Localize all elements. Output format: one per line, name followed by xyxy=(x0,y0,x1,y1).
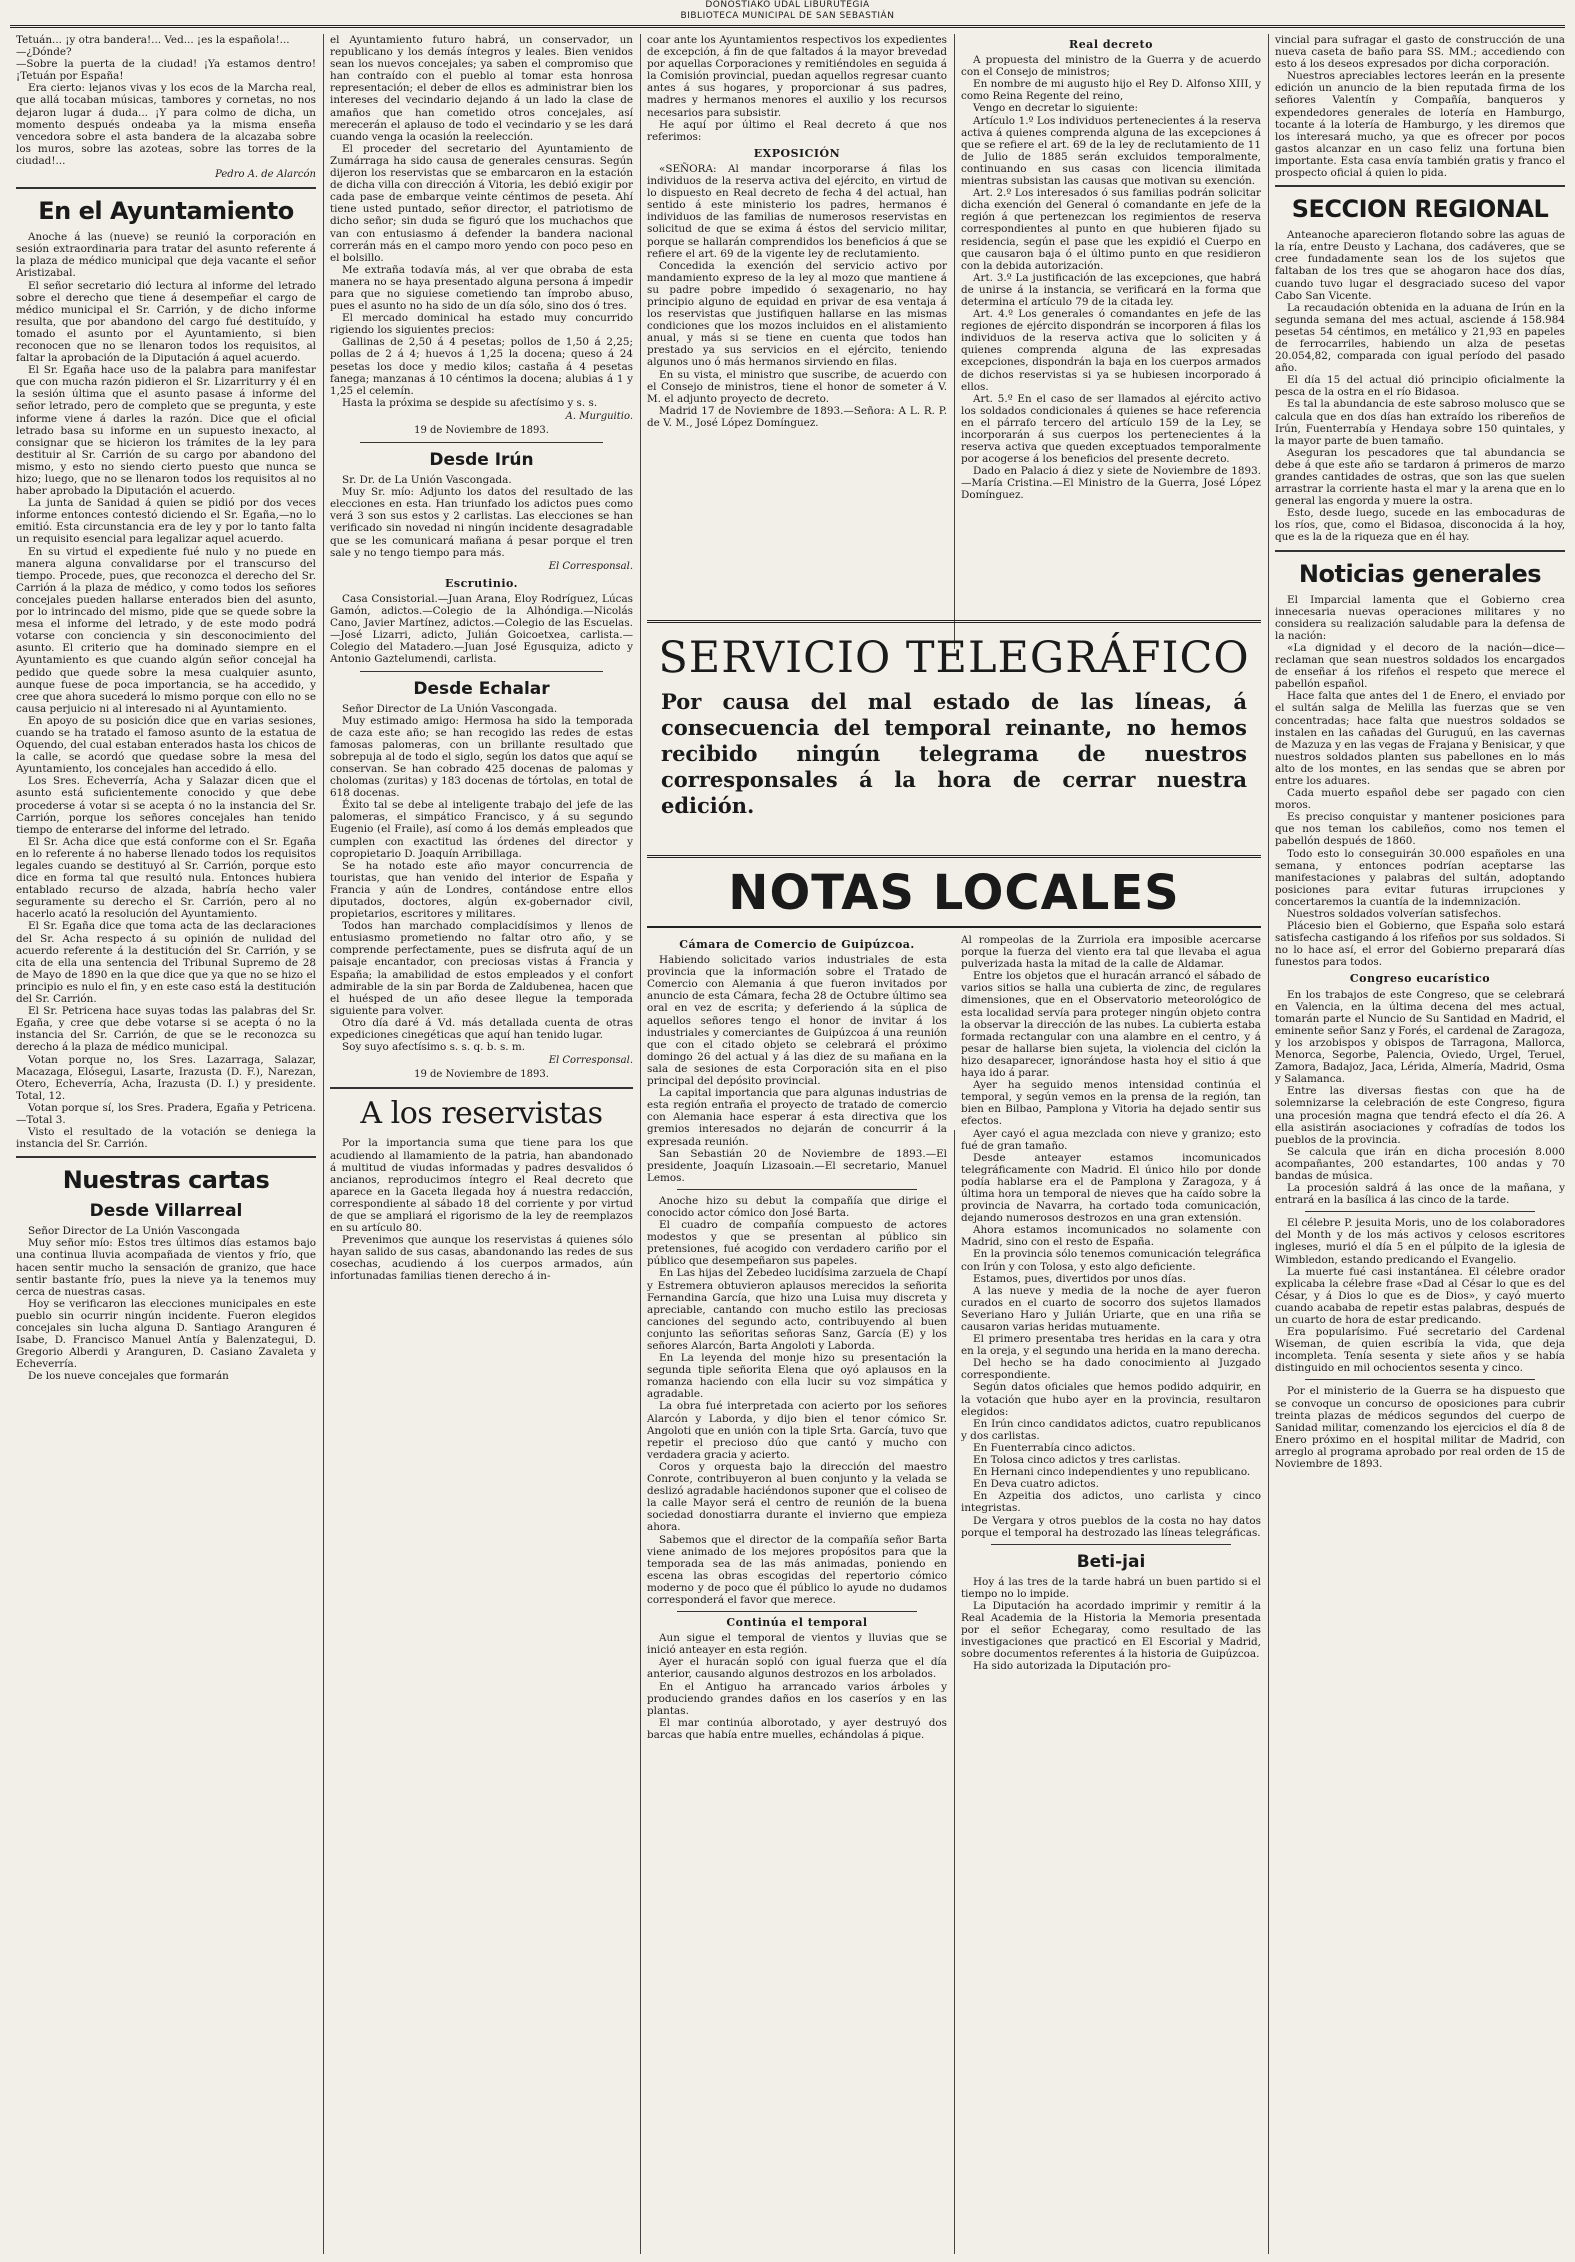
section-heading: Desde Echalar xyxy=(413,678,550,699)
paragraph: La Diputación ha acordado imprimir y remitir á la Real Academia de la Historia la Memoria presentada por el señor Echegaray, como resultado de las investigaciones que practicó en El Escorial y Madrid, sobre documentos referentes á la historia de Guipúzcoa. xyxy=(961,1599,1261,1661)
section-heading: SECCION REGIONAL xyxy=(1291,195,1549,224)
paragraph: coar ante los Ayuntamientos respectivos los expedientes de excepción, á fin de que faltados á la mayor brevedad por aquellas Corporaciones y remitiéndoles en seguida á la Comisión provincial, puedan aquellos regresar cuanto antes á sus hogares, y proporcionar á sus padres, madres y hermanos menores el auxilio y los recursos necesarios para subsistir. xyxy=(647,34,947,119)
paragraph: De los nueve concejales que formarán xyxy=(28,1370,229,1383)
paragraph: Soy suyo afectísimo s. s. q. b. s. m. xyxy=(342,1041,526,1054)
paragraph: Prevenimos que aunque los reservistas á quienes sólo hayan salido de sus casas, abandonando las redes de sus cosechas, acudiendo á los cuerpos armados, aún infortunadas familias tienen derecho á in- xyxy=(330,1234,633,1283)
paragraph: Hasta la próxima se despide su afectísimo y s. s. xyxy=(342,396,598,409)
section-rule xyxy=(1305,1379,1535,1380)
section-rule xyxy=(1305,1211,1535,1212)
paragraph: Éxito tal se debe al inteligente trabajo del jefe de las palomeras, el simpático Francisco, y á su segundo Eugenio (el Fraile), así como á los demás empleados que cumplen con exactitud las órdenes del director y copropietario D. Joaquín Arribillaga. xyxy=(330,799,633,860)
paragraph: A propuesta del ministro de la Guerra y de acuerdo con el Consejo de ministros; xyxy=(961,54,1261,79)
paragraph: Todos han marchado complacidísimos y llenos de entusiasmo prometiendo no faltar otro año, y se comprende perfectamente, pues se disfruta aquí de un paisaje encantador, con preciosas vistas á Francia y España; la amabilidad de estos empleados y el confort admirable de la sin par Borda de Zaldubenea, hacen que el huésped de un año desee llegue la temporada siguiente para volver. xyxy=(330,920,633,1017)
section-subheading: Congreso eucarístico xyxy=(1349,972,1491,986)
paragraph: En Deva cuatro adictos. xyxy=(973,1478,1099,1491)
paragraph: A las nueve y media de la noche de ayer fueron curados en el cuarto de socorro dos sujetos llamados Severiano Haro y Julián Uriarte, que en una riña se causaron varias heridas mutuamente. xyxy=(961,1284,1261,1333)
paragraph: La procesión saldrá á las once de la mañana, y entrará en la basílica á las cinco de la tarde. xyxy=(1275,1182,1565,1207)
paragraph: Art. 3.º La justificación de las excepciones, que habrá de unirse á la instancia, se verificará en la forma que determina el artículo 79 de la citada ley. xyxy=(961,271,1261,308)
paragraph: Del hecho se ha dado conocimiento al Juzgado correspondiente. xyxy=(961,1357,1261,1382)
paragraph: Entre las diversas fiestas con que ha de solemnizarse la celebración de este Congreso, figura una procesión magna que tendrá efecto el día 26. A ella asistirán asociaciones y cofradías de todos los pueblos de la provincia. xyxy=(1275,1085,1565,1146)
column-rule xyxy=(640,34,641,2254)
paragraph: La recaudación obtenida en la aduana de Irún en la segunda semana del mes actual, asciende á 158.984 pesetas 54 céntimos, en metálico y 21,93 en papeles de ferrocarriles, habiendo un alza de pesetas 20.054,82, comparada con igual período del pasado año. xyxy=(1275,301,1565,375)
paragraph: La junta de Sanidad á quien se pidió por dos veces informe entonces contestó diciendo el Sr. Egaña,—no lo emitió. Esta circunstancia era de ley y por lo tanto falta un requisito esencial para legalizar aquel acuerdo. xyxy=(16,497,316,546)
paragraph: En Irún cinco candidatos adictos, cuatro republicanos y dos carlistas. xyxy=(961,1417,1261,1442)
paragraph: En los trabajos de este Congreso, que se celebrará en Valencia, en la última decena del mes actual, tomarán parte el Nuncio de Su Santidad en Madrid, el eminente señor Sanz y Forés, el cardenal de Zaragoza, y los arzobispos y obispos de Tarragona, Mallorca, Menorca, Segorbe, Palencia, Oviedo, Urgel, Teruel, Zamora, Badajoz, Jaca, Lérida, Almería, Madrid, Osma y Salamanca. xyxy=(1275,988,1565,1086)
paragraph: Por el ministerio de la Guerra se ha dispuesto que se convoque un concurso de oposiciones para cubrir treinta plazas de médicos segundos del cuerpo de Sanidad militar, comenzando los ejercicios el día 8 de Enero próximo en el hospital militar de Madrid, con arreglo al programa aprobado por real orden de 15 de Noviembre de 1893. xyxy=(1275,1385,1565,1471)
paragraph: Entre los objetos que el huracán arrancó el sábado de varios sitios se halla una cubierta de zinc, de regulares dimensiones, que en el Observatorio meteorológico de esta localidad servía para proteger ningún objeto contra la observar la dirección de las nubes. La cubierta estaba formada rectangular con una alambre en el centro, y á pesar de hallarse bien sujeta, la violencia del ciclón la hizo desaparecer, ignorándose hasta hoy el sitio á que haya ido á parar. xyxy=(961,970,1261,1080)
notas-right-column xyxy=(961,934,1261,2254)
paragraph: vincial para sufragar el gasto de construcción de una nueva caseta de baño para SS. MM.; accediendo con esto á los deseos expresados por dicha corporación. xyxy=(1275,34,1565,71)
paragraph: La capital importancia que para algunas industrias de esta región entraña el proyecto de tratado de comercio con Alemania hace esperar á esta directiva que los gremios interesados no dejarán de concurrir á la expresada reunión. xyxy=(647,1087,947,1148)
paragraph: Otro día daré á Vd. más detallada cuenta de otras expediciones cinegéticas que aquí han tenido lugar. xyxy=(330,1016,633,1042)
paragraph: Tetuán... ¡y otra bandera!... Ved... ¡es la española!... xyxy=(16,34,290,46)
paragraph: El mercado dominical ha estado muy concurrido rigiendo los siguientes precios: xyxy=(330,312,633,337)
paragraph: Votan porque sí, los Sres. Pradera, Egaña y Petricena.—Total 3. xyxy=(16,1101,316,1126)
telegraph-banner xyxy=(647,620,1261,858)
paragraph: El día 15 del actual dió principio oficialmente la pesca de la ostra en el río Bidasoa. xyxy=(1275,374,1565,399)
paragraph: De Vergara y otros pueblos de la costa no hay datos porque el temporal ha destrozado las líneas telegráficas. xyxy=(961,1514,1261,1539)
paragraph: Votan porque no, los Sres. Lazarraga, Salazar, Macazaga, Elósegui, Lasarte, Irazusta (D. F.), Narezan, Otero, Echeverría, Acha, Irazusta (D. I.) y presidente. Total, 12. xyxy=(16,1053,316,1102)
paragraph: Aseguran los pescadores que tal abundancia se debe á que este año se tardaron á primeros de marzo grandes cantidades de ostras, que son las que suelen arrastrar la corriente hasta el mar y la arena que en lo general las engorda y muere la ostra. xyxy=(1275,446,1565,508)
paragraph: Se ha notado este año mayor concurrencia de touristas, que han venido del interior de España y Francia y aún de Londres, contándose entre ellos diputados, doctores, algún ex-gobernador civil, propietarios, escritores y militares. xyxy=(330,859,633,921)
banner-title: NOTAS LOCALES xyxy=(728,865,1180,921)
masthead-library-basque: DONOSTIAKO UDAL LIBURUTEGIA xyxy=(705,0,870,10)
paragraph: Ayer cayó el agua mezclada con nieve y granizo; esto fué de gran tamaño. xyxy=(961,1127,1261,1152)
paragraph: El Sr. Egaña hace uso de la palabra para manifestar que con mucha razón pidieron el Sr. Lizarriturry y él en la sesión última que el asunto pasase á informe del señor letrado, pero de completo que se pregunta, y este informe viene á darles la razón. Dice que el oficial letrado basa su informe en un supuesto inexacto, al consignar que se hicieron los trámites de la ley para destituir al Sr. Carrión de su cargo por abandono del mismo, y esto no siendo cierto puesto que nunca se hizo; luego, que no se llenaron todos los requisitos al no haber aprobado la Diputación el acuerdo. xyxy=(16,364,316,498)
paragraph: En el Antiguo ha arrancado varios árboles y produciendo grandes daños en los caseríos y en las plantas. xyxy=(647,1680,947,1717)
section-heading: Desde Irún xyxy=(429,450,534,471)
paragraph: He aquí por último el Real decreto á que nos referimos: xyxy=(647,118,947,143)
paragraph: Cada muerto español debe ser pagado con cien moros. xyxy=(1275,787,1565,812)
paragraph: En La leyenda del monje hizo su presentación la segunda tiple señorita Elena que oyó aplausos en la romanza haciendo con ella lucir su voz simpática y agradable. xyxy=(647,1352,947,1401)
signature: Pedro A. de Alarcón xyxy=(215,169,316,181)
paragraph: Era popularísimo. Fué secretario del Cardenal Wiseman, de quien escribía la vida, que deja incompleta. Tenía sesenta y siete años y se había distinguido en mil ochocientos sesenta y cinco. xyxy=(1275,1326,1565,1375)
paragraph: Anoche hizo su debut la compañía que dirige el conocido actor cómico don José Barta. xyxy=(647,1194,947,1219)
paragraph: En Fuenterrabía cinco adictos. xyxy=(973,1441,1136,1454)
column-rule xyxy=(954,1130,955,2254)
paragraph: Según datos oficiales que hemos podido adquirir, en la votación que hubo ayer en la provincia, resultaron elegidos: xyxy=(961,1381,1261,1418)
signature: El Corresponsal. xyxy=(548,560,633,572)
paragraph: Hoy se verificaron las elecciones municipales en este pueblo sin ocurrir ningún incidente. Fueron elegidos concejales sin lucha alguna D. Santiago Aranguren é Isabe, D. Francisco Manuel Antía y Balenzategui, D. Gregorio Alberdi y Aranguren, D. Casiano Zavaleta y Echeverría. xyxy=(16,1297,316,1371)
paragraph: El Imparcial lamenta que el Gobierno crea innecesaria nuevas operaciones militares y no considera su realización saludable para la defensa de la nación: xyxy=(1275,593,1565,642)
paragraph: Sabemos que el director de la compañía señor Barta viene animado de los mejores propósitos para que la temporada sea de las más animadas, poniendo en escena las obras escogidas del repertorio cómico moderno y de poco que él público lo ayude no dudamos corresponderá el favor que merece. xyxy=(647,1533,947,1606)
section-rule xyxy=(360,442,603,443)
section-rule xyxy=(16,187,316,189)
paragraph: El primero presentaba tres heridas en la cara y otra en la oreja, y el segundo una herida en la mano derecha. xyxy=(961,1333,1261,1358)
section-heading: EXPOSICIÓN xyxy=(753,146,841,160)
paragraph: El Sr. Petricena hace suyas todas las palabras del Sr. Egaña, y cree que debe votarse si se acepta ó no la instancia del Sr. Carrión, de que se le reconozca su derecho á la plaza de médico municipal. xyxy=(16,1005,316,1054)
section-rule xyxy=(677,1611,917,1612)
paragraph: Concedida la exención del servicio activo por mandamiento expreso de la ley al mozo que mantiene á su padre pobre impedido ó sexagenario, no hay principio alguno de equidad en privar de esa ventaja á los reservistas que justifiquen hallarse en las mismas condiciones que los mozos incluidos en el alistamiento anual, y más si se tiene en cuenta que todos han prestado ya sus servicios en el ejército, teniendo algunos uno ó más hermanos sirviendo en filas. xyxy=(647,259,947,369)
paragraph: Muy señor mío: Estos tres últimos días estamos bajo una continua lluvia acompañada de vientos y frío, que hacen sentir mucho la sensación de granizo, que hace sentir bastante frío, pues la nieve ya la tenemos muy cerca de nuestras casas. xyxy=(16,1237,316,1298)
section-heading: Cámara de Comercio de Guipúzcoa. xyxy=(679,938,915,951)
section-heading: Nuestras cartas xyxy=(62,1166,270,1195)
column-4 xyxy=(961,34,1261,644)
paragraph: «SEÑORA: Al mandar incorporarse á filas los individuos de la reserva activa del ejército, en virtud de lo dispuesto en Real decreto de fecha 4 del actual, han sentido á este ministerio los padres, hermanos é individuos de las familias de numerosos reservistas en solicitud de que se exima á éstos del servicio militar, porque se hallarán comprendidos los beneficios á que se refiere el art. 69 de la vigente ley de reclutamiento. xyxy=(647,162,947,260)
paragraph: Madrid 17 de Noviembre de 1893.—Señora: A L. R. P. de V. M., José López Domínguez. xyxy=(647,404,947,429)
masthead-library-spanish: BIBLIOTECA MUNICIPAL DE SAN SEBASTIÁN xyxy=(680,11,895,21)
paragraph: Coros y orquesta bajo la dirección del maestro Conrote, contribuyeron al buen conjunto y la velada se deslizó agradable haciéndonos suponer que el coliseo de la calle Mayor será el centro de reunión de la buena sociedad donostiarra durante el invierno que empieza ahora. xyxy=(647,1460,947,1534)
paragraph: Me extraña todavía más, al ver que obraba de esta manera no se haya presentado alguna persona á impedir para que no siguiese cometiendo tan ímprobo abuso, pues el asunto no ha sido de un día sólo, sino dos ó tres. xyxy=(330,263,633,313)
paragraph: Ahora estamos incomunicados no solamente con Madrid, sino con el resto de España. xyxy=(961,1224,1261,1249)
section-heading: Noticias generales xyxy=(1298,559,1542,588)
section-heading: Real decreto xyxy=(1069,38,1153,51)
column-rule xyxy=(323,34,324,2254)
section-subheading: Escrutinio. xyxy=(445,576,518,590)
column-rule xyxy=(954,34,955,649)
paragraph: Plácesio bien el Gobierno, que España solo estará satisfecha castigando á los rifeños por sus soldados. Si no lo hace así, el error del Gobierno preparará días funestos para todos. xyxy=(1275,920,1565,969)
paragraph: Esto, desde luego, sucede en las embocaduras de los ríos, que, como el Bidasoa, disconocida á la hoy, que es la de la riqueza que en él hay. xyxy=(1275,507,1565,544)
paragraph: Ayer el huracán sopló con igual fuerza que el día anterior, causando algunos destrozos en los arbolados. xyxy=(647,1656,947,1681)
paragraph: Sr. Dr. de La Unión Vascongada. xyxy=(342,474,512,487)
paragraph: El Sr. Egaña dice que toma acta de las declaraciones del Sr. Acha respecto á su opinión de nulidad del acuerdo referente á la destitución del Sr. Carrión, y se cita de ella una sentencia del Tribunal Supremo de 28 de Mayo de 1890 en la que dice que ya que no se hizo el principio es nulo el fin, y en este caso está la destitución del Sr. Carrión. xyxy=(16,920,316,1006)
section-heading: Beti-jai xyxy=(1076,1551,1146,1572)
signature: El Corresponsal. xyxy=(548,1055,633,1067)
paragraph: Dado en Palacio á diez y siete de Noviembre de 1893.—María Cristina.—El Ministro de la Guerra, José López Domínguez. xyxy=(961,465,1261,502)
paragraph: Estamos, pues, divertidos por unos días. xyxy=(973,1272,1187,1285)
paragraph: Aun sigue el temporal de vientos y lluvias que se inició anteayer en esta región. xyxy=(647,1632,947,1657)
paragraph: Anoche á las (nueve) se reunió la corporación en sesión extraordinaria para tratar del asunto referente á la plaza de médico municipal que deja vacante el señor Aristizabal. xyxy=(16,231,316,280)
paragraph: El Sr. Acha dice que está conforme con el Sr. Egaña en lo referente á no haberse llenado todos los requisitos legales cuando se destituyó al Sr. Carrión, porque esto dice en forma tal que resultó nula. Entonces hubiera entablado recurso de alzada, habría hecho valer seguramente su derecho el Sr. Carrión, pero al no hacerlo acató la resolución del Ayuntamiento. xyxy=(16,835,316,921)
paragraph: Art. 5.º En el caso de ser llamados al ejército activo los soldados condicionales á quienes se hace referencia en el párrafo tercero del artículo 159 de la Ley, se incorporarán á sus cuerpos los pertenecientes á la reserva activa que queden exceptuados temporalmente por acogerse á los beneficios del presente decreto. xyxy=(961,392,1261,466)
section-heading: En el Ayuntamiento xyxy=(38,197,294,226)
column-2 xyxy=(330,34,633,2254)
paragraph: En apoyo de su posición dice que en varias sesiones, cuando se ha tratado el famoso asunto de la estatua de Oquendo, del cual estaban enterados hasta los chicos de la calle, se acordó que quedase sobre la mesa del Ayuntamiento, los concejales han accedido á ello. xyxy=(16,714,316,776)
section-rule xyxy=(16,1156,316,1158)
section-rule xyxy=(1275,550,1565,552)
paragraph: Es tal la abundancia de este sabroso molusco que se calcula que en dos días han extraído los ribereños de Irún, Fuenterrabía y Hendaya sobre 150 quintales, y la mayor parte de buen tamaño. xyxy=(1275,398,1565,447)
paragraph: El cuadro de compañía compuesto de actores modestos y que se presentan al público sin pretensiones, fué acogido con verdadero cariño por el público que desempeñaron sus papeles. xyxy=(647,1219,947,1268)
paragraph: Desde anteayer estamos incomunicados telegráficamente con Madrid. El único hilo por donde podía hablarse era el de Pamplona y Zaragoza, y á última hora un temporal de nieves que ha caído sobre la provincia de Navarra, ha cortado toda comunicación, dejando numerosos destrozos en una gran extensión. xyxy=(961,1151,1261,1225)
paragraph: el Ayuntamiento futuro habrá, un conservador, un republicano y los demás íntegros y leales. Bien venidos sean los nuevos concejales; ya saben el compromiso que han contraído con el pueblo al tomar esta honrosa representación; el deber de ellos es administrar bien los intereses del vecindario dejando á un lado la clase de amaños que han cometido otros concejales, así merecerán el aplauso de todo el vecindario y se les dará cuando venga la ocasión la reelección. xyxy=(330,34,633,143)
paragraph: Artículo 1.º Los individuos pertenecientes á la reserva activa á quienes comprenda alguna de las excepciones á que se refiere el art. 69 de la ley de reclutamiento de 11 de Julio de 1885 serán excluidos temporalmente, continuando en sus casas con licencia ilimitada mientras subsistan las causas que motivan su exención. xyxy=(961,114,1261,188)
paragraph: El señor secretario dió lectura al informe del letrado sobre el derecho que tiene á desempeñar el cargo de médico municipal el Sr. Carrión, y de dicho informe resulta, que por abandono del cargo fué destituído, y tomado el asunto por el Ayuntamiento, si bien reconocen que no se llenaron todos los requisitos, al faltar la aprobación de la Diputación á aquel acuerdo. xyxy=(16,279,316,365)
section-heading: Continúa el temporal xyxy=(726,1616,868,1630)
paragraph: En Hernani cinco independientes y uno republicano. xyxy=(973,1466,1251,1479)
column-3 xyxy=(647,34,947,644)
section-rule xyxy=(1275,185,1565,187)
paragraph: Nuestros apreciables lectores leerán en la presente edición un anuncio de la bien reputada firma de los señores Valentín y Compañía, banqueros y expendedores generales de lotería en Hamburgo, tocante á la lotería de Hamburgo, y les diremos que los interesará mucho, ya que es ofrecer por pocos gastos alcanzar en un caso feliz una fortuna bien importante. Esta casa envía también gratis y franco el prospecto oficial á quien lo pida. xyxy=(1275,70,1565,180)
paragraph: Muy estimado amigo: Hermosa ha sido la temporada de caza este año; se han recogido las redes de estas famosas palomeras, con un brillante resultado que sobrepuja al de todo el siglo, según los datos que aquí se conservan. Se han cobrado 425 docenas de palomas y cholomas (zuritas) y 183 docenas de tórtolas, en total de 618 docenas. xyxy=(330,714,633,800)
paragraph: El mar continúa alborotado, y ayer destruyó dos barcas que había entre muelles, echándolas á pique. xyxy=(647,1716,947,1741)
section-rule xyxy=(330,1087,633,1089)
paragraph: En la provincia sólo tenemos comunicación telegráfica con Irún y con Tolosa, y esto algo deficiente. xyxy=(961,1248,1261,1273)
section-rule xyxy=(360,671,603,672)
paragraph: La obra fué interpretada con acierto por los señores Alarcón y Laborda, y dijo bien el tenor cómico Sr. Angoloti que en unión con la tiple Srta. García, tuvo que repetir el precioso dúo que cantó y mucho con verdadera gracia y acierto. xyxy=(647,1400,947,1461)
dateline: 19 de Noviembre de 1893. xyxy=(414,1069,549,1081)
paragraph: Señor Director de La Unión Vascongada. xyxy=(342,702,558,715)
paragraph: Hoy á las tres de la tarde habrá un buen partido si el tiempo no lo impide. xyxy=(961,1575,1261,1600)
column-rule xyxy=(1268,34,1269,2254)
paragraph: Era cierto: lejanos vivas y los ecos de la Marcha real, que allá tocaban músicas, tambores y cornetas, no nos dejaron lugar á duda... ¡Y para colmo de dicha, un momento después ondeaba ya la misma enseña vencedora sobre el asta bandera de la alcazaba sobre los muros, sobre las azoteas, sobre las torres de la ciudad!... xyxy=(16,82,316,167)
banner-body: Por causa del mal estado de las líneas, á consecuencia del temporal reinante, no hemos recibido ningún telegrama de nuestros corresponsales á la hora de cerrar nuestra edición. xyxy=(661,689,1247,818)
signature: A. Murguitio. xyxy=(565,410,633,422)
paragraph: Habiendo solicitado varios industriales de esta provincia que la información sobre el Tratado de Comercio con Alemania á que fueron invitados por anuncio de esta Cámara, fecha 28 de Octubre último sea oral en vez de escrita; y deferiendo á la súplica de aquellos señores tengo el honor de invitar á los industriales y comerciantes de Guipúzcoa á una reunión que con el citado objeto se celebrará el próximo domingo 26 del actual y á las diez de su mañana en la sala de sesiones de esta Corporación sita en el piso principal del depósito provincial. xyxy=(647,954,947,1088)
paragraph: Señor Director de La Unión Vascongada xyxy=(28,1225,240,1238)
paragraph: Anteanoche aparecieron flotando sobre las aguas de la ría, entre Deusto y Lachana, dos cadáveres, que se cree fundadamente sean los de los sujetos que faltaban de los tres que se ahogaron hace dos días, cuando tuvo lugar el desgraciado suceso del vapor Cabo San Vicente. xyxy=(1275,229,1565,302)
paragraph: Gallinas de 2,50 á 4 pesetas; pollos de 1,50 á 2,25; pollas de 2 á 4; huevos á 1,25 la docena; queso á 24 pesetas los doce y medio kilos; castaña á 4 pesetas fanega; manzanas á 10 céntimos la docena; alubias á 1 y 1,25 el celemín. xyxy=(330,336,633,397)
notas-locales-banner xyxy=(647,860,1261,928)
paragraph: Se calcula que irán en dicha procesión 8.000 acompañantes, 200 estandartes, 100 andas y 70 bandas de música. xyxy=(1275,1145,1565,1182)
section-rule xyxy=(991,1544,1231,1545)
paragraph: Art. 2.º Los interesados ó sus familias podrán solicitar dicha exención del General ó comandante en jefe de la región á que pertenezcan los regimientos de reserva correspondientes al punto en que hubieren fijado su residencia, según el pase que les expidió el Cuerpo en que causaron baja ó el último punto en que residieron con la debida autorización. xyxy=(961,187,1261,272)
banner-title: SERVICIO TELEGRÁFICO xyxy=(658,633,1250,683)
paragraph: Visto el resultado de la votación se deniega la instancia del Sr. Carrión. xyxy=(16,1126,316,1151)
paragraph: La muerte fué casi instantánea. El célebre orador explicaba la célebre frase «Dad al César lo que es del César, y á Dios lo que es de Dios», y cayó muerto cuando acababa de repetir estas palabras, después de un cuarto de hora de estar predicando. xyxy=(1275,1265,1565,1326)
paragraph: —¿Dónde? xyxy=(16,46,72,59)
paragraph: En Las hijas del Zebedeo lucidísima zarzuela de Chapí y Estremera obtuvieron aplausos merecidos la señorita Fernandina García, que hizo una Luisa muy discreta y apreciable, cantando con mucho estilo las preciosas canciones del segundo acto, contribuyendo al buen conjunto las señoritas señoras Sanz, García (E) y los señores Alarcón, Barta Angoloti y Laborda. xyxy=(647,1267,947,1352)
paragraph: Nuestros soldados volverían satisfechos. xyxy=(1287,908,1502,920)
paragraph: Vengo en decretar lo siguiente: xyxy=(973,102,1138,115)
paragraph: Todo esto lo conseguirán 30.000 españoles en una semana, y entonces podrían aceptarse las manifestaciones y palabras del sultán, adoptando posiciones para evitar futuras irrupciones y concertaremos la cuantía de la indemnización. xyxy=(1275,847,1565,908)
paragraph: «La dignidad y el decoro de la nación—dice—reclaman que sean nuestros soldados los encargados de enseñar á los rifeños el respeto que merece el pabellón español. xyxy=(1275,641,1565,691)
paragraph: Los Sres. Echeverría, Acha y Salazar dicen que el asunto está suficientemente conocido y que debe procederse á votar si se acepta ó no la instancia del Sr. Carrión, porque los señores concejales han tenido tiempo de enterarse del informe del letrado. xyxy=(16,775,316,836)
paragraph: En su vista, el ministro que suscribe, de acuerdo con el Consejo de ministros, tiene el honor de someter á V. M. el adjunto proyecto de decreto. xyxy=(647,368,947,405)
masthead xyxy=(0,0,1575,24)
paragraph: Es preciso conquistar y mantener posiciones para que nos teman los cabileños, como nos temen el pabellón después de 1860. xyxy=(1275,811,1565,848)
column-5 xyxy=(1275,34,1565,2254)
paragraph: Hace falta que antes del 1 de Enero, el enviado por el sultán salga de Melilla las fuerzas que se ven concentradas; hace falta que nuestros soldados se instalen en las cañadas del Guruguú, en las cavernas de Mazuza y en las vegas de Frajana y Benisicar, y que nuestros soldados planten sus pabellones en lo más alto de los montes, en las sendas que se abren por entre los aduares. xyxy=(1275,690,1565,787)
masthead-rule xyxy=(10,25,1565,28)
paragraph: En Tolosa cinco adictos y tres carlistas. xyxy=(973,1454,1181,1467)
paragraph: Ha sido autorizada la Diputación pro- xyxy=(973,1660,1171,1673)
paragraph: San Sebastián 20 de Noviembre de 1893.—El presidente, Joaquín Lizasoain.—El secretario, Manuel Lemos. xyxy=(647,1147,947,1184)
dateline: 19 de Noviembre de 1893. xyxy=(414,425,549,436)
paragraph: En su virtud el expediente fué nulo y no puede en manera alguna convalidarse por el transcurso del tiempo. Procede, pues, que reconozca el derecho del Sr. Carrión á la plaza de médico, y como todos los señores concejales pueden hallarse enterados bien del asunto, por lo intrincado del mismo, pide que se quede sobre la mesa el informe del letrado, y de este modo podrá votarse con conciencia y sin desconocimiento del asunto. El criterio que ha dominado siempre en el Ayuntamiento es que cuando algún señor concejal ha pedido que quede sobre la mesa cualquier asunto, aunque fuese de poca importancia, se ha accedido, y cree que ahora sucederá lo mismo porque con ello no se causa perjuicio ni al interesado ni al Ayuntamiento. xyxy=(16,545,316,715)
paragraph: Muy Sr. mío: Adjunto los datos del resultado de las elecciones en esta. Han triunfado los adictos pues como verá 3 son sus estos y 2 carlistas. Las elecciones se han verificado sin novedad ni ningún incidente desagradable que se les comunicará mañana á pesar porque el tren sale y no tengo tiempo para más. xyxy=(330,486,633,559)
paragraph: En nombre de mi augusto hijo el Rey D. Alfonso XIII, y como Reina Regente del reino, xyxy=(961,78,1261,103)
notas-left-column xyxy=(647,934,947,2254)
paragraph: El proceder del secretario del Ayuntamiento de Zumárraga ha sido causa de generales censuras. Según dijeron los reservistas que se embarcaron en la estación de dicha villa con dirección á Vitoria, les debió exigir por cada pase de embarque veinte céntimos de peseta. Ahí tiene usted puntado, señor director, el patriotismo de dicho señor; sin duda se figuró que los muchachos que van con entusiasmo á defender la bandera nacional correrán más en el campo moro yendo con poco peso en el bolsillo. xyxy=(330,142,633,264)
paragraph: Al rompeolas de la Zurriola era imposible acercarse porque la fuerza del viento era tal que llevaba el agua pulverizada hasta la mitad de la calle de Aldamar. xyxy=(961,934,1261,971)
section-rule xyxy=(677,1189,917,1190)
paragraph: —Sobre la puerta de la ciudad! ¡Ya estamos dentro! ¡Tetuán por España! xyxy=(16,58,316,83)
section-heading: A los reservistas xyxy=(360,1096,603,1132)
paragraph: El célebre P. jesuita Moris, uno de los colaboradores del Month y de los más activos y celosos escritores ingleses, murió el día 5 en el púlpito de la iglesia de Wimbledon, estando predicando el Evangelio. xyxy=(1275,1217,1565,1266)
paragraph: Ayer ha seguido menos intensidad continúa el temporal, y según vemos en la prensa de la región, tan bien en Bilbao, Pamplona y Vitoria ha dejado sentir sus efectos. xyxy=(961,1079,1261,1128)
paragraph: Art. 4.º Los generales ó comandantes en jefe de las regiones de ejército dispondrán se incorporen á filas los individuos de la reserva activa que lo soliciten y á quienes comprenda alguna de las expresadas excepciones, dispondrán la baja en los cuerpos armados de dichos reservistas si ya se hubiesen incorporado á ellos. xyxy=(961,308,1261,393)
paragraph: En Azpeitia dos adictos, uno carlista y cinco integristas. xyxy=(961,1490,1261,1515)
paragraph: Casa Consistorial.—Juan Arana, Eloy Rodríguez, Lúcas Gamón, adictos.—Colegio de la Alhóndiga.—Nicolás Cano, Javier Martínez, adictos.—Colegio de las Escuelas.—José Lizarri, adicto, Julián Goicoetxea, carlista.—Colegio del Matadero.—Juan José Egusquiza, adicto y Antonio Gaztelumendi, carlista. xyxy=(330,592,633,666)
paragraph: Por la importancia suma que tiene para los que acudiendo al llamamiento de la patria, han abandonado á multitud de viudas informadas y padres desvalidos ó ancianos, reproducimos íntegro el Real decreto que aparece en la Gaceta llegada hoy á nuestra redacción, correspondiente al sábado 18 del corriente y por virtud de que se ampliará el rigorismo de la ley de reemplazos en su artículo 80. xyxy=(330,1137,633,1235)
section-subheading: Desde Villarreal xyxy=(89,1201,243,1222)
column-1 xyxy=(16,34,316,2254)
